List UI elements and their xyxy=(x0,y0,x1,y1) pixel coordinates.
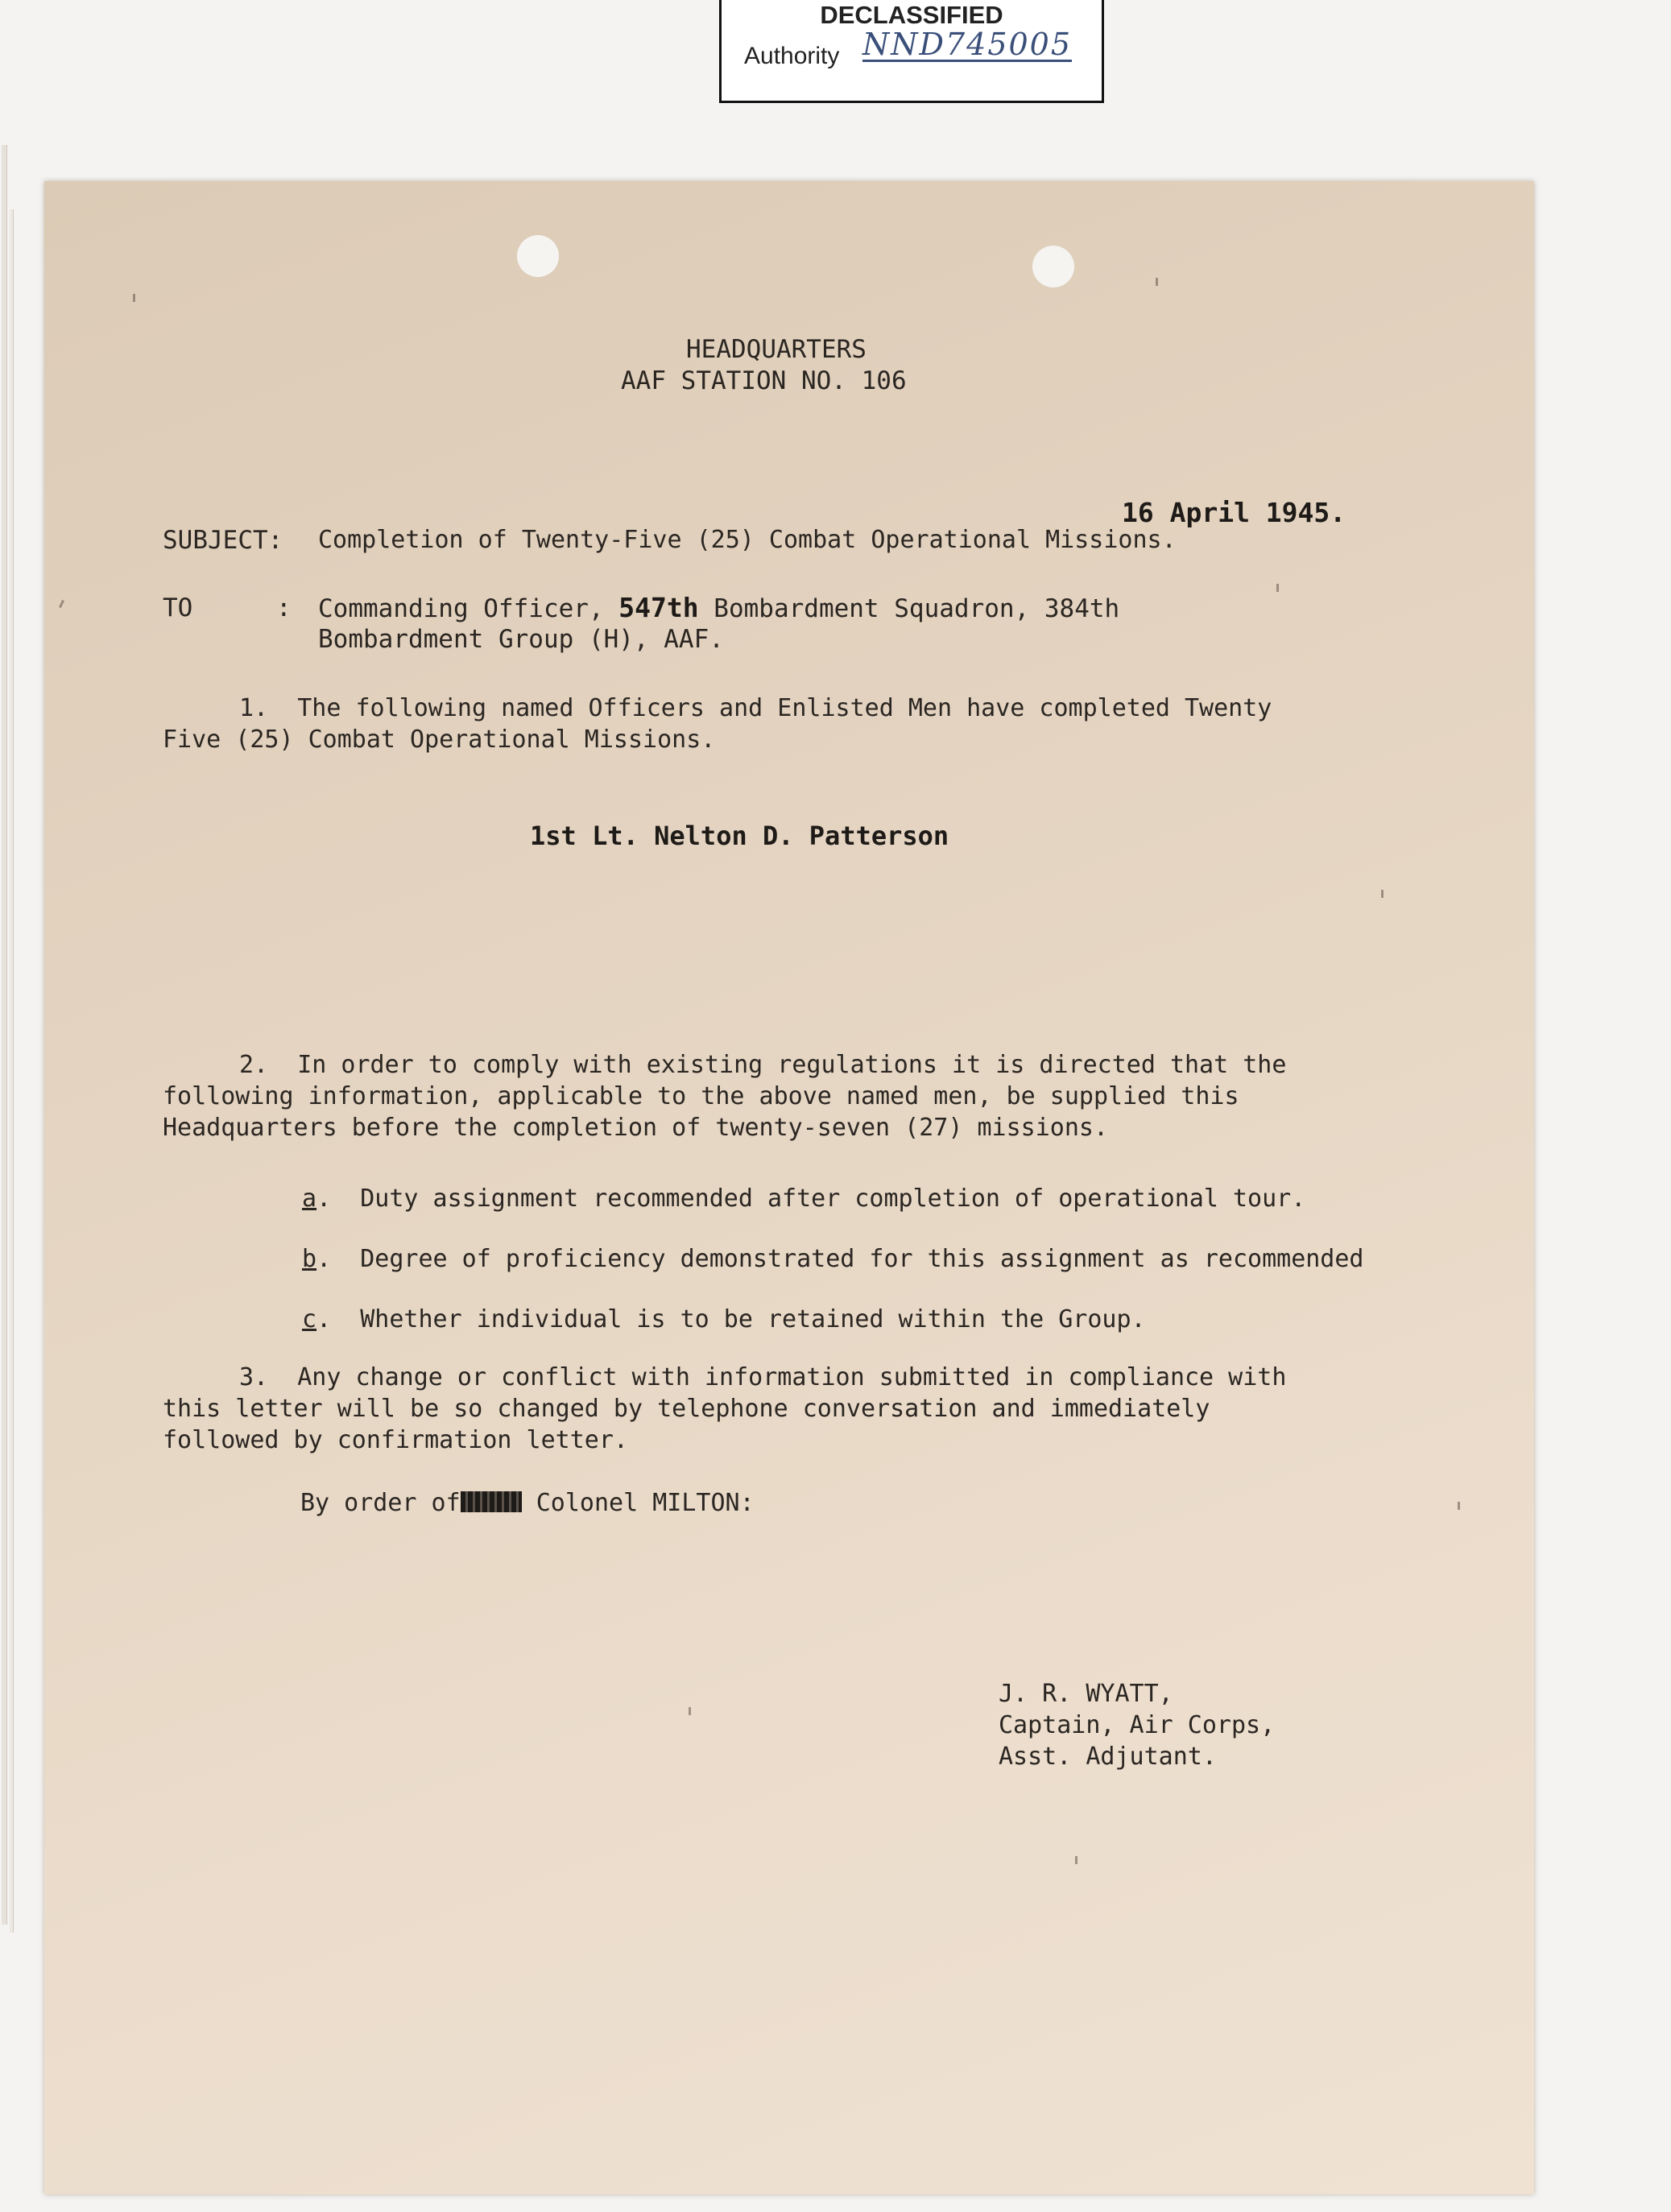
para2-line3: Headquarters before the completion of twenty-seven (27) missions. xyxy=(163,1114,1108,1142)
para3-line2: this letter will be so changed by telephone conversation and immediately xyxy=(163,1395,1210,1423)
stamp-authority-value: NND745005 xyxy=(862,27,1073,62)
declassified-stamp xyxy=(719,0,1104,103)
para3-line3: followed by confirmation letter. xyxy=(163,1426,628,1454)
item-mark: . xyxy=(316,1245,332,1273)
signature-rank: Captain, Air Corps, xyxy=(999,1711,1276,1739)
page-edge xyxy=(2,145,7,1925)
header-station: AAF STATION NO. 106 xyxy=(621,366,907,395)
paper-speck xyxy=(1381,890,1384,898)
stamp-title: DECLASSIFIED xyxy=(820,1,1003,29)
item-mark: . xyxy=(316,1185,332,1213)
para1-line2: Five (25) Combat Operational Missions. xyxy=(163,726,716,754)
signature-title: Asst. Adjutant. xyxy=(999,1743,1217,1771)
item-mark: . xyxy=(316,1305,332,1333)
paper-speck xyxy=(1156,278,1158,286)
stamp-authority-label: Authority xyxy=(744,43,840,69)
list-item xyxy=(302,1304,1146,1335)
to-addressee: Commanding Officer, xyxy=(318,594,604,623)
item-text: Degree of proficiency demonstrated for this assignment as recommended xyxy=(360,1245,1364,1273)
paper-speck xyxy=(133,294,135,302)
document-page xyxy=(44,181,1534,2194)
document-date: 16 April 1945. xyxy=(1122,497,1346,528)
paper-speck xyxy=(1075,1856,1077,1864)
page-edge xyxy=(10,209,14,1933)
punch-hole xyxy=(1032,246,1074,287)
to-squadron: Bombardment Squadron, 384th xyxy=(713,594,1120,623)
by-order-line xyxy=(300,1488,755,1519)
paper-speck xyxy=(1458,1502,1460,1510)
paper-speck xyxy=(689,1707,691,1715)
item-letter: a xyxy=(302,1185,317,1213)
item-letter: c xyxy=(302,1305,317,1333)
subject-label: SUBJECT: xyxy=(163,526,283,555)
paper-speck xyxy=(59,600,64,608)
to-squadron-number: 547th xyxy=(618,592,699,623)
paper-speck xyxy=(1276,584,1279,592)
punch-hole xyxy=(517,235,559,277)
signature-name: J. R. WYATT, xyxy=(999,1680,1173,1708)
subject-text: Completion of Twenty-Five (25) Combat Operational Missions. xyxy=(318,526,1177,554)
redaction-mark xyxy=(461,1491,522,1512)
list-item xyxy=(302,1184,1305,1214)
item-text: Whether individual is to be retained within the Group. xyxy=(360,1305,1146,1333)
para2-line1: 2. In order to comply with existing regulations it is directed that the xyxy=(239,1051,1287,1079)
named-officer: 1st Lt. Nelton D. Patterson xyxy=(530,821,949,851)
item-text: Duty assignment recommended after completion of operational tour. xyxy=(360,1185,1306,1213)
to-line1 xyxy=(318,593,1119,624)
list-item xyxy=(302,1244,1364,1275)
to-colon: : xyxy=(276,593,292,622)
header-headquarters: HEADQUARTERS xyxy=(686,335,867,364)
item-letter: b xyxy=(302,1245,317,1273)
by-order-colonel: Colonel MILTON: xyxy=(536,1489,755,1517)
to-label: TO xyxy=(163,593,193,622)
para2-line2: following information, applicable to the above named men, be supplied this xyxy=(163,1082,1239,1110)
para1-line1: 1. The following named Officers and Enlisted Men have completed Twenty xyxy=(239,694,1272,722)
para3-line1: 3. Any change or conflict with information submitted in compliance with xyxy=(239,1363,1287,1391)
by-order-prefix: By order of xyxy=(300,1489,461,1517)
to-line2: Bombardment Group (H), AAF. xyxy=(318,625,724,654)
